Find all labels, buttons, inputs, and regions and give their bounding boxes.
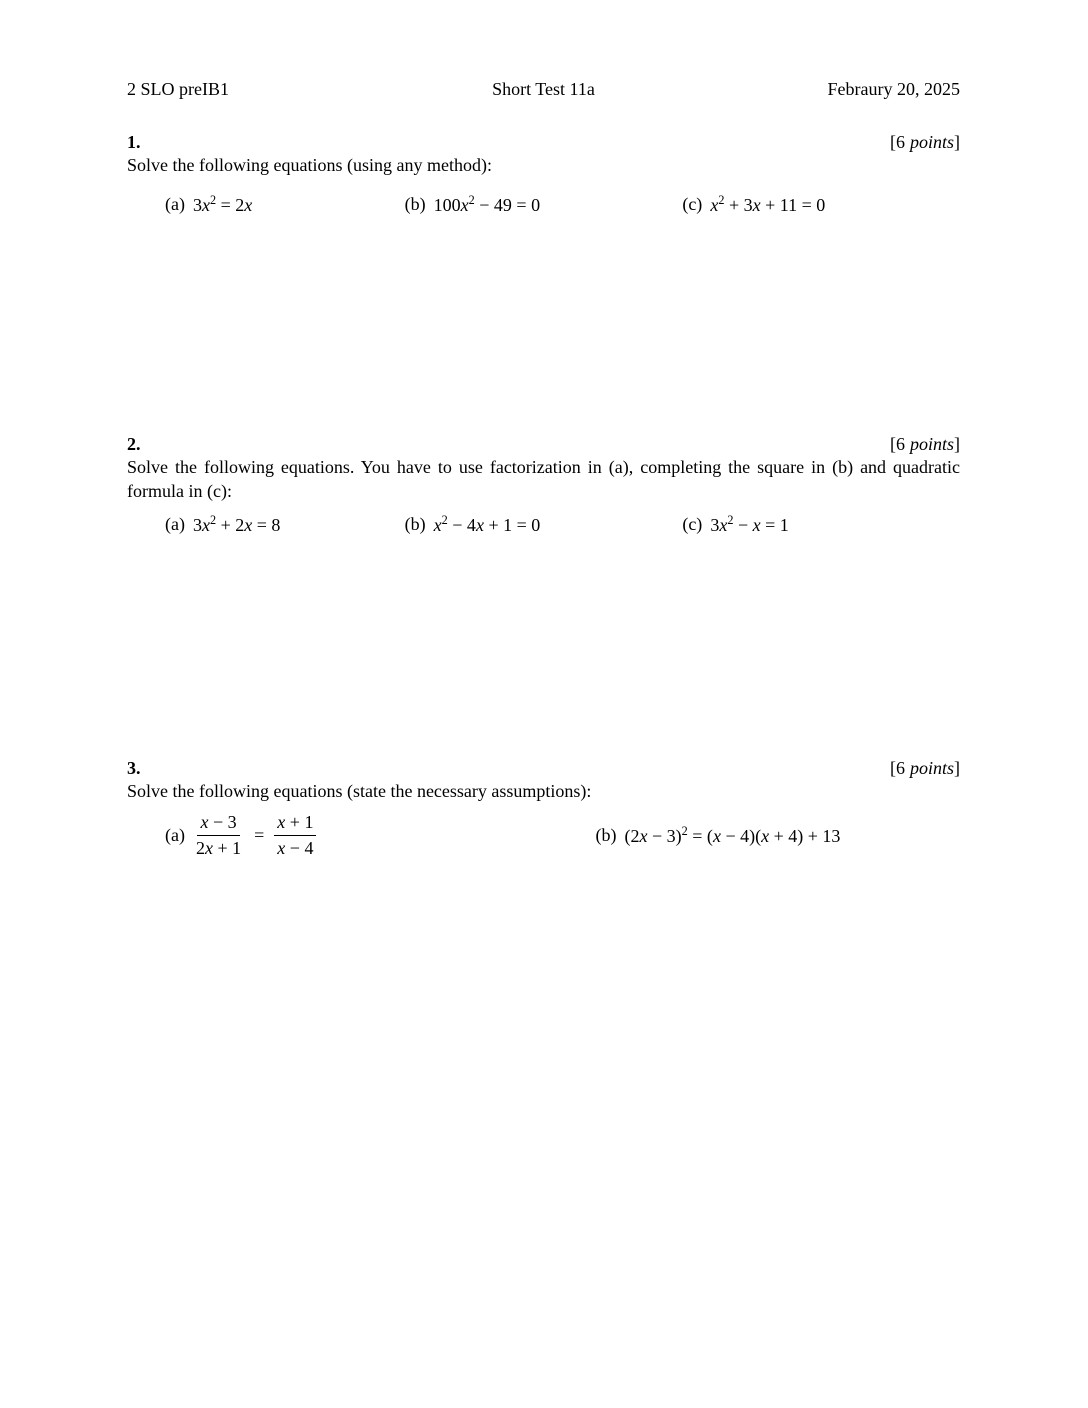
part-label: (b)	[404, 194, 426, 214]
equation-1c	[682, 193, 960, 216]
problem-number: 2.	[127, 434, 141, 454]
points-bracket-open: [	[889, 758, 896, 778]
equation: $x^2 + 3x + 11 = 0$	[710, 193, 826, 215]
header-course: 2 SLO preIB1	[127, 79, 229, 99]
equation: $3x^2 = 2x$	[192, 193, 253, 215]
equation: $(2x - 3)^2 = (x - 4)(x + 4) + 13$	[624, 824, 841, 846]
fraction-denominator: 2x + 1	[195, 838, 242, 858]
problem-prompt: Solve the following equations (using any method):	[127, 155, 492, 175]
points-bracket-open: [	[889, 434, 896, 454]
equation: $x^2 - 4x + 1 = 0$	[433, 513, 541, 535]
equation: $100x^2 - 49 = 0$	[433, 193, 541, 215]
points-bracket-open: [	[889, 132, 896, 152]
part-label: (b)	[404, 514, 426, 534]
equation: $3x^2 + 2x = 8$	[192, 513, 281, 535]
problem-3-parts	[127, 811, 960, 860]
points-word: points	[909, 758, 954, 778]
equation-3b	[544, 824, 961, 847]
equation-2c	[682, 513, 960, 536]
points-bracket-close: ]	[954, 434, 960, 454]
points-badge	[890, 433, 960, 455]
equation-2a	[127, 513, 405, 536]
header-title: Short Test 11a	[492, 79, 595, 99]
part-label: (a)	[165, 194, 185, 214]
equation-2b	[405, 513, 683, 536]
problem-1-parts	[127, 193, 960, 216]
problem-number: 3.	[127, 758, 141, 778]
points-badge	[890, 757, 960, 779]
problem-prompt: Solve the following equations. You have to use factorization in (a), completing the square in (b) and quadratic formula in (c):	[127, 457, 960, 501]
points-badge	[890, 131, 960, 153]
equation: $3x^2 - x = 1$	[710, 513, 789, 535]
fraction-numerator: x − 3	[197, 811, 239, 836]
equation-1b	[405, 193, 683, 216]
points-value: 6	[895, 758, 905, 778]
points-value: 6	[895, 434, 905, 454]
problem-1	[127, 131, 960, 216]
problem-2	[127, 433, 960, 536]
points-word: points	[909, 434, 954, 454]
fraction-left	[193, 811, 244, 860]
equation-1a	[127, 193, 405, 216]
problem-2-head	[127, 433, 960, 455]
part-label: (c)	[682, 514, 703, 534]
fraction-right	[274, 811, 316, 860]
fraction-denominator: x − 4	[277, 838, 314, 858]
header-date: Febraury 20, 2025	[827, 79, 960, 99]
fraction-numerator: x + 1	[274, 811, 316, 836]
problem-2-parts	[127, 513, 960, 536]
problem-3	[127, 757, 960, 860]
problem-1-head	[127, 131, 960, 153]
problem-prompt: Solve the following equations (state the necessary assumptions):	[127, 781, 592, 801]
points-value: 6	[895, 132, 905, 152]
equals-sign: =	[254, 825, 265, 845]
equation-3a	[127, 811, 544, 860]
problem-number: 1.	[127, 132, 141, 152]
part-label: (a)	[165, 514, 185, 534]
part-label: (c)	[682, 194, 703, 214]
points-word: points	[909, 132, 954, 152]
problem-3-head	[127, 757, 960, 779]
document-header	[127, 78, 960, 100]
points-bracket-close: ]	[954, 758, 960, 778]
points-bracket-close: ]	[954, 132, 960, 152]
part-label: (a)	[165, 825, 185, 845]
part-label: (b)	[595, 825, 617, 845]
